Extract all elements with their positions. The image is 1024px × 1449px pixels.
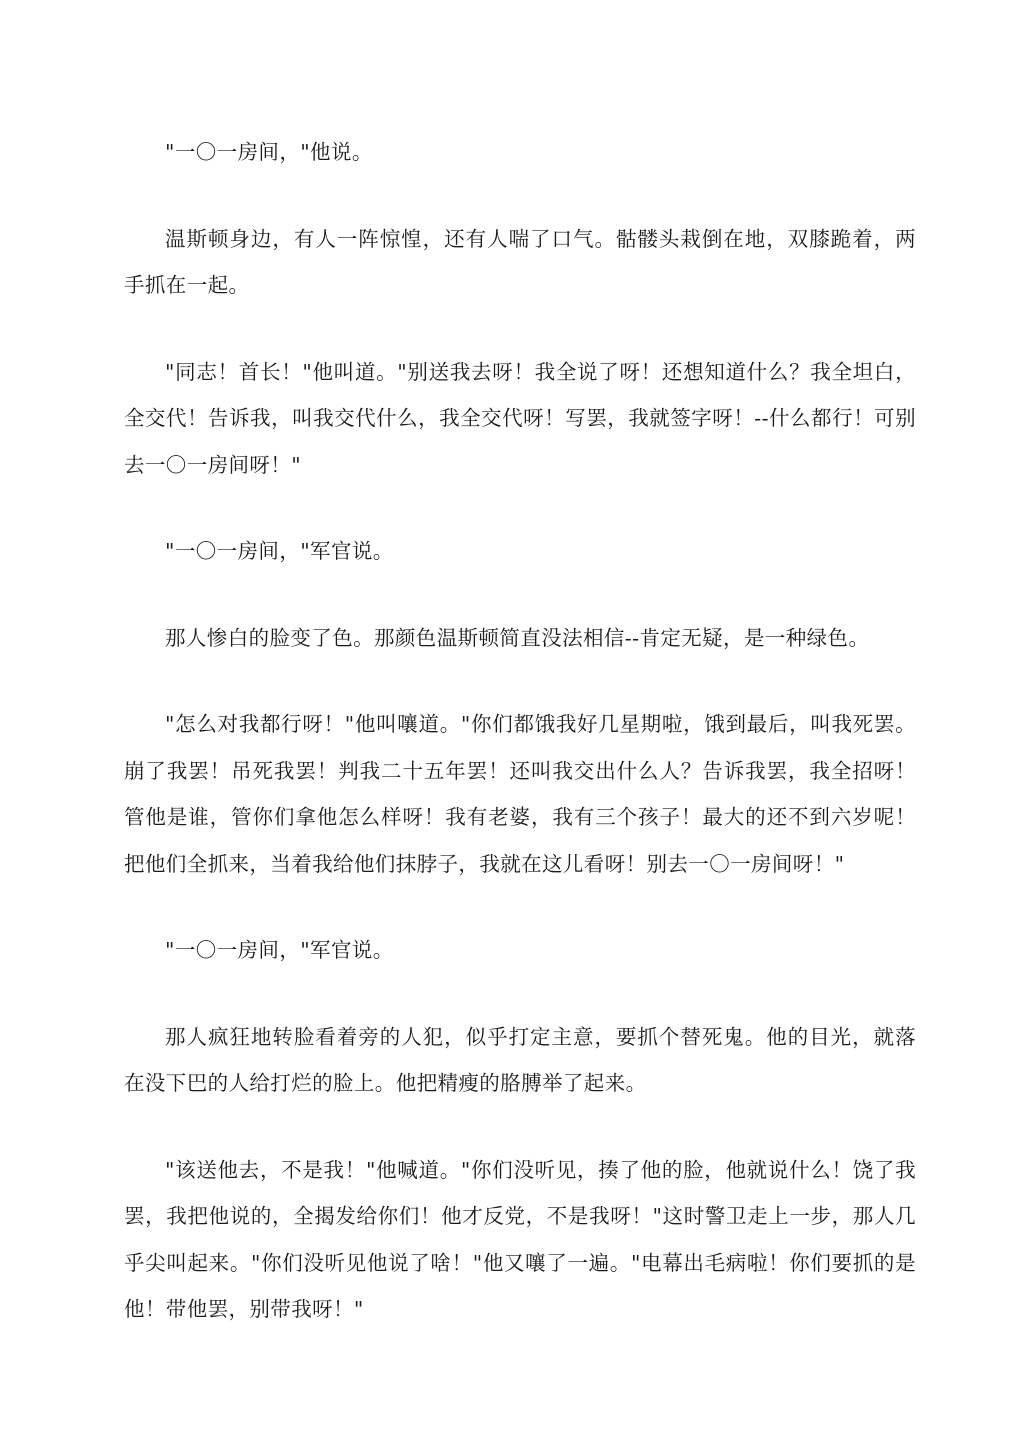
paragraph-1: "一〇一房间，"他说。	[165, 140, 373, 164]
paragraph-4: "一〇一房间，"军官说。	[165, 539, 394, 563]
paragraph-6: "怎么对我都行呀！"他叫嚷道。"你们都饿我好几星期啦，饿到最后，叫我死罢。崩了我罢！吊死我罢！判我二十五年罢！还叫我交出什么人？告诉我罢，我全招呀！管他是谁，管你们拿他怎么样呀！我有老婆，我有三个孩子！最大的还不到六岁呢！把他们全抓来，当着我给他们抹脖子，我就在这儿看呀！别去一〇一房间呀！"	[124, 712, 916, 876]
paragraph-5: 那人惨白的脸变了色。那颜色温斯顿简直没法相信--肯定无疑，是一种绿色。	[165, 625, 870, 650]
body-text	[124, 129, 916, 1333]
paragraph-7: "一〇一房间，"军官说。	[165, 938, 394, 962]
paragraph-8: 那人疯狂地转脸看着旁的人犯，似乎打定主意，要抓个替死鬼。他的目光，就落在没下巴的人给打烂的脸上。他把精瘦的胳膊举了起来。	[124, 1024, 916, 1095]
paragraph-3: "同志！首长！"他叫道。"别送我去呀！我全说了呀！还想知道什么？我全坦白，全交代！告诉我，叫我交代什么，我全交代呀！写罢，我就签字呀！--什么都行！可别去一〇一房间呀！"	[124, 359, 916, 477]
paragraph-9: "该送他去，不是我！"他喊道。"你们没听见，揍了他的脸，他就说什么！饶了我罢，我把他说的，全揭发给你们！他才反党，不是我呀！"这时警卫走上一步，那人几乎尖叫起来。"你们没听见他说了啥！"他又嚷了一遍。"电幕出毛病啦！你们要抓的是他！带他罢，别带我呀！"	[124, 1157, 916, 1321]
paragraph-2: 温斯顿身边，有人一阵惊惶，还有人喘了口气。骷髅头栽倒在地，双膝跪着，两手抓在一起。	[124, 226, 916, 297]
